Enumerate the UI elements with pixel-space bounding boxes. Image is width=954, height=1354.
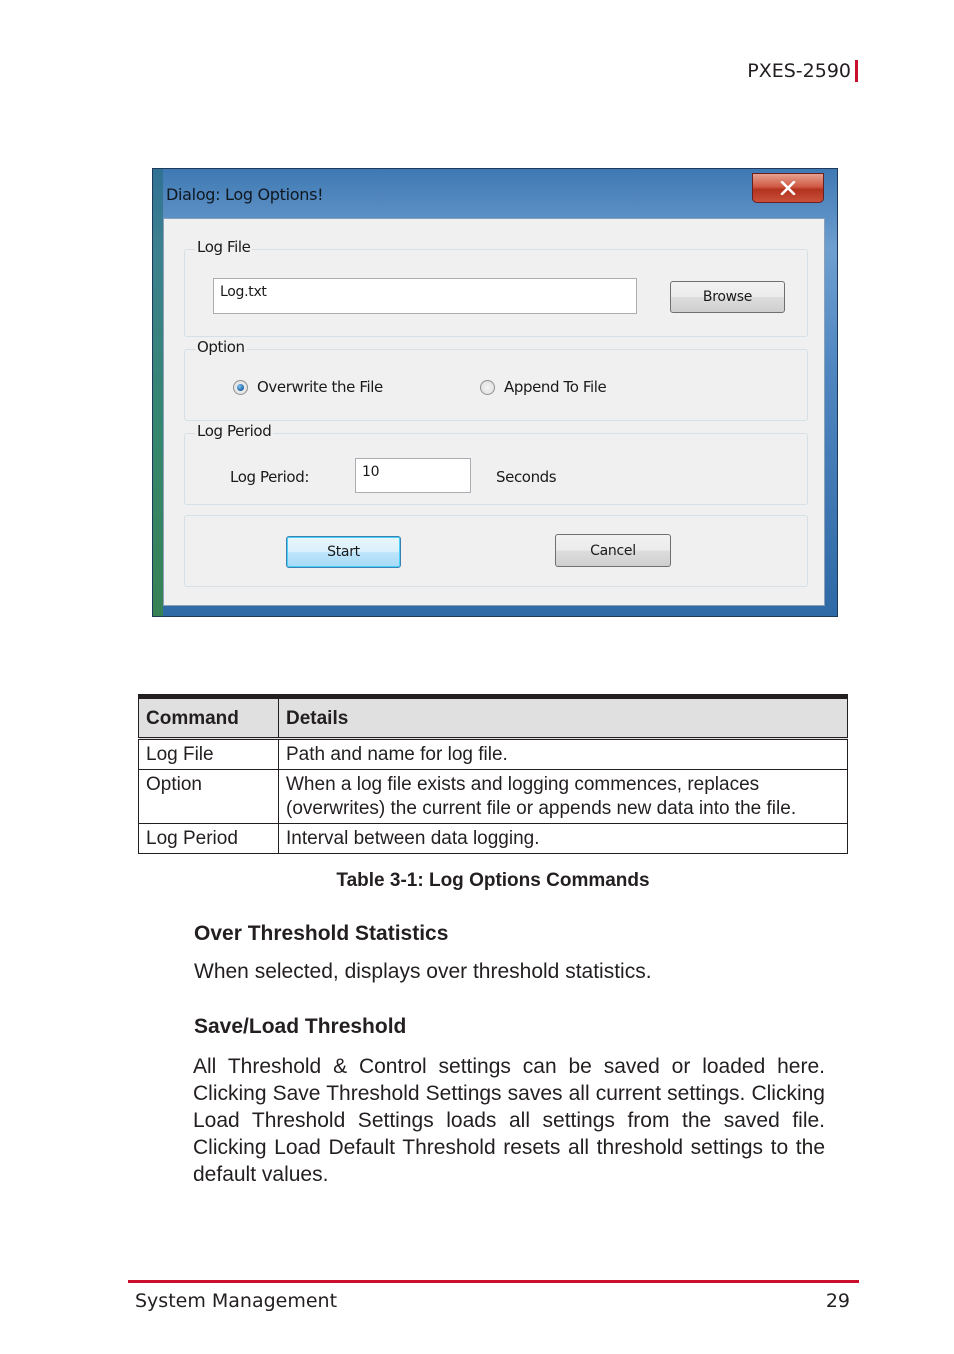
header-accent-bar: [855, 60, 858, 82]
log-period-field-label: Log Period:: [230, 468, 309, 486]
model-name: PXES-2590: [747, 60, 851, 82]
table-cell-details: When a log file exists and logging commences, replaces (overwrites) the current file or appends new data into the file.: [279, 770, 848, 824]
table-header-row: [139, 697, 848, 739]
table-cell-command: Log File: [139, 739, 279, 770]
header-model: [747, 60, 858, 82]
section-body-save-load: All Threshold & Control settings can be saved or loaded here. Clicking Save Threshold Settings saves all current settings. Clicking Load Threshold Settings loads all settings from the saved file. Clicking Load Default Threshold resets all threshold settings to the default values.: [193, 1055, 825, 1186]
overwrite-radio[interactable]: [233, 380, 248, 395]
section-heading-over-threshold: Over Threshold Statistics: [194, 922, 449, 945]
overwrite-label[interactable]: Overwrite the File: [257, 378, 383, 396]
footer-rule: [128, 1280, 859, 1283]
table-cell-details: Interval between data logging.: [279, 824, 848, 854]
append-radio[interactable]: [480, 380, 495, 395]
footer-page-number: 29: [825, 1290, 850, 1312]
log-period-group: [184, 422, 808, 505]
table-cell-command: Option: [139, 770, 279, 824]
section-heading-save-load: Save/Load Threshold: [194, 1015, 407, 1038]
footer-section-name: System Management: [135, 1290, 338, 1312]
dialog-client-area: [163, 218, 825, 606]
close-button[interactable]: [752, 173, 824, 203]
start-button[interactable]: Start: [286, 536, 401, 568]
table-header-command: Command: [139, 697, 279, 739]
log-file-group: [184, 238, 808, 337]
append-label[interactable]: Append To File: [504, 378, 607, 396]
log-options-table: [138, 694, 848, 854]
option-group-label: Option: [197, 338, 245, 356]
section-body-over-threshold: When selected, displays over threshold statistics.: [194, 960, 652, 983]
table-cell-details: Path and name for log file.: [279, 739, 848, 770]
table-header-details: Details: [279, 697, 848, 739]
table-row: [139, 739, 848, 770]
cancel-button[interactable]: Cancel: [555, 534, 671, 567]
log-file-path-input[interactable]: Log.txt: [213, 278, 637, 314]
browse-button[interactable]: Browse: [670, 281, 785, 313]
option-group: [184, 338, 808, 421]
log-options-dialog: [152, 168, 838, 617]
table-row: [139, 824, 848, 854]
action-buttons-group: [184, 515, 808, 587]
log-period-unit: Seconds: [496, 468, 557, 486]
close-icon: [780, 181, 796, 195]
table-cell-command: Log Period: [139, 824, 279, 854]
table-row: [139, 770, 848, 824]
log-period-group-label: Log Period: [197, 422, 272, 440]
log-file-group-label: Log File: [197, 238, 251, 256]
log-period-input[interactable]: 10: [355, 458, 471, 493]
table-caption: Table 3-1: Log Options Commands: [336, 870, 650, 891]
dialog-title: Dialog: Log Options!: [166, 185, 324, 204]
